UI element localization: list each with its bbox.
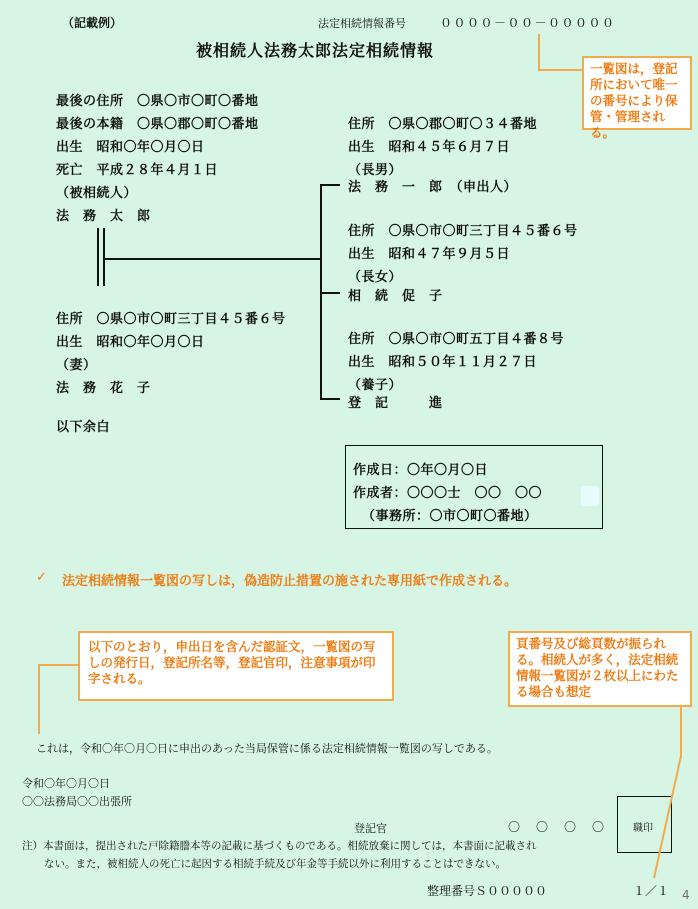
creator-date: 作成日：〇年〇月〇日 — [353, 463, 489, 478]
example-label: （記載例） — [62, 16, 123, 30]
issue-date: 令和〇年〇月〇日 — [22, 777, 110, 790]
registrar-label: 登記官 — [354, 822, 387, 835]
spouse-role: （妻） — [56, 358, 97, 373]
deceased-name: 法 務 太 郎 — [56, 209, 151, 224]
heir-role: （長男） — [348, 163, 403, 178]
callout-certification: 以下のとおり，申出日を含んだ認証文，一覧図の写しの発行日，登記所名等，登記官印，注意事項が印字される。 — [78, 631, 394, 701]
marriage-line — [97, 228, 99, 286]
check-icon: ✓ — [36, 570, 47, 585]
spouse-name: 法 務 花 子 — [56, 381, 151, 396]
page-title: 被相続人法務太郎法定相続情報 — [196, 41, 435, 60]
heir-birth: 出生 昭和４７年９月５日 — [348, 247, 511, 262]
heir-role: （養子） — [348, 378, 403, 393]
creator-author: 作成者：〇〇〇士 〇〇 〇〇 — [353, 486, 543, 501]
note-text: 法定相続情報一覧図の写しは，偽造防止措置の施された専用紙で作成される。 — [62, 574, 518, 589]
callout-page-number: 頁番号及び総頁数が振られる。相続人が多く，法定相続情報一覧図が２枚以上にわたる場合も想定 — [508, 631, 692, 707]
heir-name: 登 記 進 — [348, 396, 443, 411]
heir-role: （長女） — [348, 270, 403, 285]
descent-line — [104, 258, 320, 260]
heir-birth: 出生 昭和４５年６月７日 — [348, 140, 511, 155]
info-number-label: 法定相続情報番号 — [318, 17, 406, 30]
page-indicator: １／１ — [633, 884, 670, 898]
spouse-birth: 出生 昭和〇年〇月〇日 — [56, 335, 205, 350]
certificate-statement: これは，令和〇年〇月〇日に申出のあった当局保管に係る法定相続情報一覧図の写しである。 — [36, 742, 498, 755]
serial-number: 整理番号Ｓ０００００ — [427, 884, 548, 898]
registrar-name: 〇 〇 〇 〇 — [508, 820, 607, 834]
deceased-death: 死亡 平成２８年４月１日 — [56, 163, 219, 178]
spouse-address: 住所 〇県〇市〇町三丁目４５番６号 — [56, 312, 286, 327]
remainder-text: 以下余白 — [56, 420, 111, 435]
deceased-address: 最後の住所 〇県〇市〇町〇番地 — [56, 94, 259, 109]
heir-address: 住所 〇県〇市〇町三丁目４５番６号 — [348, 224, 578, 239]
heir-address: 住所 〇県〇市〇町五丁目４番８号 — [348, 332, 565, 347]
deceased-domicile: 最後の本籍 〇県〇郡〇町〇番地 — [56, 117, 259, 132]
deceased-birth: 出生 昭和〇年〇月〇日 — [56, 140, 205, 155]
heir-birth: 出生 昭和５０年１１月２７日 — [348, 355, 538, 370]
seal-label: 職印 — [633, 823, 653, 834]
issuing-office: 〇〇法務局〇〇出張所 — [22, 795, 132, 808]
deceased-role: （被相続人） — [56, 186, 138, 201]
heir-name: 相 続 促 子 — [348, 289, 443, 304]
info-number-value: ００００－００－０００００ — [440, 16, 616, 30]
note-line-2: ない。また，被相続人の死亡に起因する相続手続及び年金等手続以外に利用することはできない。 — [44, 858, 506, 870]
callout-unique-number: 一覧図は，登記所において唯一の番号により保管・管理される。 — [582, 56, 692, 130]
note-line-1: 注）本書面は，提出された戸除籍謄本等の記載に基づくものである。相続放棄に関しては，本書面に記載され — [22, 840, 537, 852]
slide-number: 4 — [682, 888, 690, 902]
heir-address: 住所 〇県〇郡〇町〇３４番地 — [348, 117, 538, 132]
heir-name: 法 務 一 郎 （申出人） — [348, 180, 518, 195]
creator-office: （事務所：〇市〇町〇番地） — [362, 509, 538, 524]
